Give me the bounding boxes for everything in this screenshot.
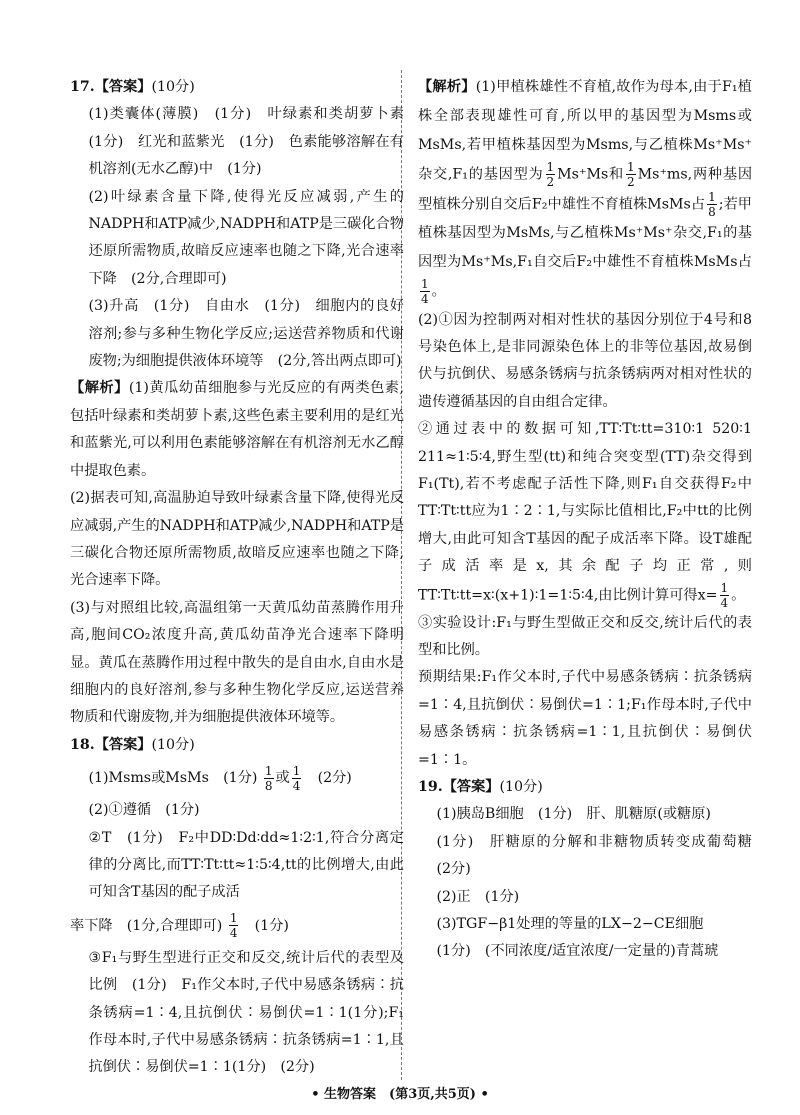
q19-answer-3: (2)正 (1分) xyxy=(436,888,520,905)
fraction: $\frac{1}{4}$ xyxy=(229,911,238,941)
q18-answer-1-score: (2分) xyxy=(303,770,352,787)
q18-explanation-1c: Ms⁺ms,两种基因型植株分别自交后F₂中雄性不育植株MsMs占 xyxy=(418,166,753,212)
q18-score: (10分) xyxy=(151,736,195,753)
q17-heading xyxy=(70,74,404,101)
q19-answer-4: (3)TGF−β1处理的等量的LX−2−CE细胞 xyxy=(436,916,704,933)
fraction: $\frac{1}{2}$ xyxy=(546,160,555,189)
q18-answer-tag: 【答案】 xyxy=(94,736,152,753)
q18-explanation-1d: ;若甲植株基因型为MsMs,与乙植株Ms⁺Ms⁺杂交,F₁的基因型为Ms⁺Ms,F₁自交后F₂中雄性不育植株MsMs占 xyxy=(418,196,752,270)
q17-explanation-1 xyxy=(70,375,404,485)
q19-number: 19. xyxy=(418,779,443,795)
q18-explanation-1 xyxy=(418,73,752,307)
q19-answer-1: (1)胰岛B细胞 (1分) 肝、肌糖原(或糖原) xyxy=(436,806,711,823)
q18-answer-3b-score: (1分) xyxy=(240,917,289,934)
fraction: $\frac{1}{4}$ xyxy=(720,580,729,610)
q18-explanation-3 xyxy=(418,416,752,609)
q18-explanation-3a: ②通过表中的数据可知,TT∶Tt∶tt=310∶1 520∶1 211≈1∶5∶4,野生型(tt)和纯合突变型(TT)杂交得到F₁(Tt),若不考虑配子活性下降,则F₁自交获得F₂中TT∶Tt∶tt应为1∶2∶1,与实际比值相比,F₂中tt的比例增大,由此可知含T基因的配子成活率下降。设T雄配子成活率是x,其余配子均正常,则TT∶Tt∶tt=x∶(x+1)∶1=1∶5∶4,由比例计算可得x= xyxy=(418,421,752,604)
q18-explanation-1e: 。 xyxy=(431,283,446,300)
q18-answer-3: ②T (1分) F₂中DD∶Dd∶dd≈1∶2∶1,符合分离定律的分离比,而TT∶Tt∶tt≈1∶5∶4,tt的比例增大,由此可知含T基因的配子成活 xyxy=(88,829,404,901)
q18-answer-1-text: (1)Msms或MsMs (1分) xyxy=(88,770,258,787)
q18-explanation-tag: 【解析】 xyxy=(418,79,476,95)
q18-answer-1 xyxy=(70,759,404,797)
page-footer: • 生物答案 (第3页,共5页) • xyxy=(311,1087,489,1102)
or-word: 或 xyxy=(275,770,290,787)
q18-answer-4: ③F₁与野生型进行正交和反交,统计后代的表型及比例 (1分) F₁作父本时,子代中易感条锈病∶抗条锈病=1∶4,且抗倒伏∶易倒伏=1∶1(1分);F₁作母本时,子代中易感条锈病∶抗条锈病=1∶1,且抗倒伏∶易倒伏=1∶1(1分) (2分) xyxy=(88,949,404,1076)
q18-number: 18. xyxy=(70,736,95,753)
q17-score: (10分) xyxy=(151,79,195,95)
q17-explanation-2: (2)据表可知,高温胁迫导致叶绿素含量下降,使得光反应减弱,产生的NADPH和ATP减少,NADPH和ATP是三碳化合物还原所需物质,故暗反应速率也随之下降,光合速率下降。 xyxy=(70,490,404,589)
q19-score: (10分) xyxy=(499,779,543,795)
q18-explanation-3b: 。 xyxy=(731,587,746,604)
q19-answer-5: (1分) (不同浓度/适宜浓度/一定量的)青蒿琥 xyxy=(436,943,719,960)
q18-explanation-1b: Ms⁺Ms和 xyxy=(557,166,624,183)
q18-explanation-1a: (1)甲植株雄性不育植,故作为母本,由于F₁植株全部表现雄性可育,所以甲的基因型为Msms或MsMs,若甲植株基因型为Msms,与乙植株Ms⁺Ms⁺杂交,F₁的基因型为 xyxy=(418,79,752,183)
q18-explanation-5: 预期结果:F₁作父本时,子代中易感条锈病∶抗条锈病=1∶4,且抗倒伏∶易倒伏=1∶1;F₁作母本时,子代中易感条锈病∶抗条锈病=1∶1,且抗倒伏∶易倒伏=1∶1。 xyxy=(418,669,752,768)
q19-heading xyxy=(418,774,752,801)
q17-answer-tag: 【答案】 xyxy=(94,79,152,95)
q19-answer-2: (1分) 肝糖原的分解和非糖物质转变成葡萄糖 (2分) xyxy=(436,833,767,878)
q18-explanation-2: (2)①因为控制两对相对性状的基因分别位于4号和8号染色体上,是非同源染色体上的非等位基因,故易倒伏与抗倒伏、易感条锈病与抗条锈病两对相对性状的遗传遵循基因的自由组合定律。 xyxy=(418,311,752,410)
q18-answer-3b-text: 率下降 (1分,合理即可) xyxy=(70,917,223,934)
q17-explanation-3: (3)与对照组比较,高温组第一天黄瓜幼苗蒸腾作用升高,胞间CO₂浓度升高,黄瓜幼苗净光合速率下降明显。黄瓜在蒸腾作用过程中散失的是自由水,自由水是细胞内的良好溶剂,参与多种生物化学反应,运送营养物质和代谢废物,并为细胞提供液体环境等。 xyxy=(70,599,404,726)
q17-answer-2: (2)叶绿素含量下降,使得光反应减弱,产生的NADPH和ATP减少,NADPH和ATP是三碳化合物还原所需物质,故暗反应速率也随之下降,光合速率下降 (2分,合理即可) xyxy=(88,188,404,287)
continued-spacer xyxy=(418,46,752,73)
fraction: $\frac{1}{2}$ xyxy=(627,160,635,189)
q18-heading xyxy=(70,732,404,759)
fraction: $\frac{1}{8}$ xyxy=(264,763,273,793)
fraction: $\frac{1}{8}$ xyxy=(708,189,716,219)
q17-explanation-tag: 【解析】 xyxy=(70,380,129,397)
q17-answer-1: (1)类囊体(薄膜) (1分) 叶绿素和类胡萝卜素 (1分) 红光和蓝紫光 (1分) 色素能够溶解在有机溶剂(无水乙醇)中 (1分) xyxy=(88,106,419,178)
q17-answer-3: (3)升高 (1分) 自由水 (1分) 细胞内的良好溶剂;参与多种生物化学反应;运送营养物质和代谢废物;为细胞提供液体环境等 (2分,答出两点即可) xyxy=(88,298,404,370)
left-column xyxy=(70,74,419,1082)
q18-answer-2: (2)①遵循 (1分) xyxy=(88,802,200,819)
q17-explanation-1-text: (1)黄瓜幼苗细胞参与光反应的有两类色素,包括叶绿素和类胡萝卜素,这些色素主要利用的是红光和蓝紫光,可以利用色素能够溶解在有机溶剂无水乙醇中提取色素。 xyxy=(70,380,404,479)
q18-answer-3b xyxy=(70,907,404,945)
fraction: $\frac{1}{4}$ xyxy=(421,277,429,306)
q17-number: 17. xyxy=(70,79,95,95)
fraction: $\frac{1}{4}$ xyxy=(292,763,301,793)
q18-explanation-4: ③实验设计:F₁与野生型做正交和反交,统计后代的表型和比例。 xyxy=(418,614,752,658)
right-column xyxy=(418,46,767,966)
q19-answer-tag: 【答案】 xyxy=(442,779,500,795)
